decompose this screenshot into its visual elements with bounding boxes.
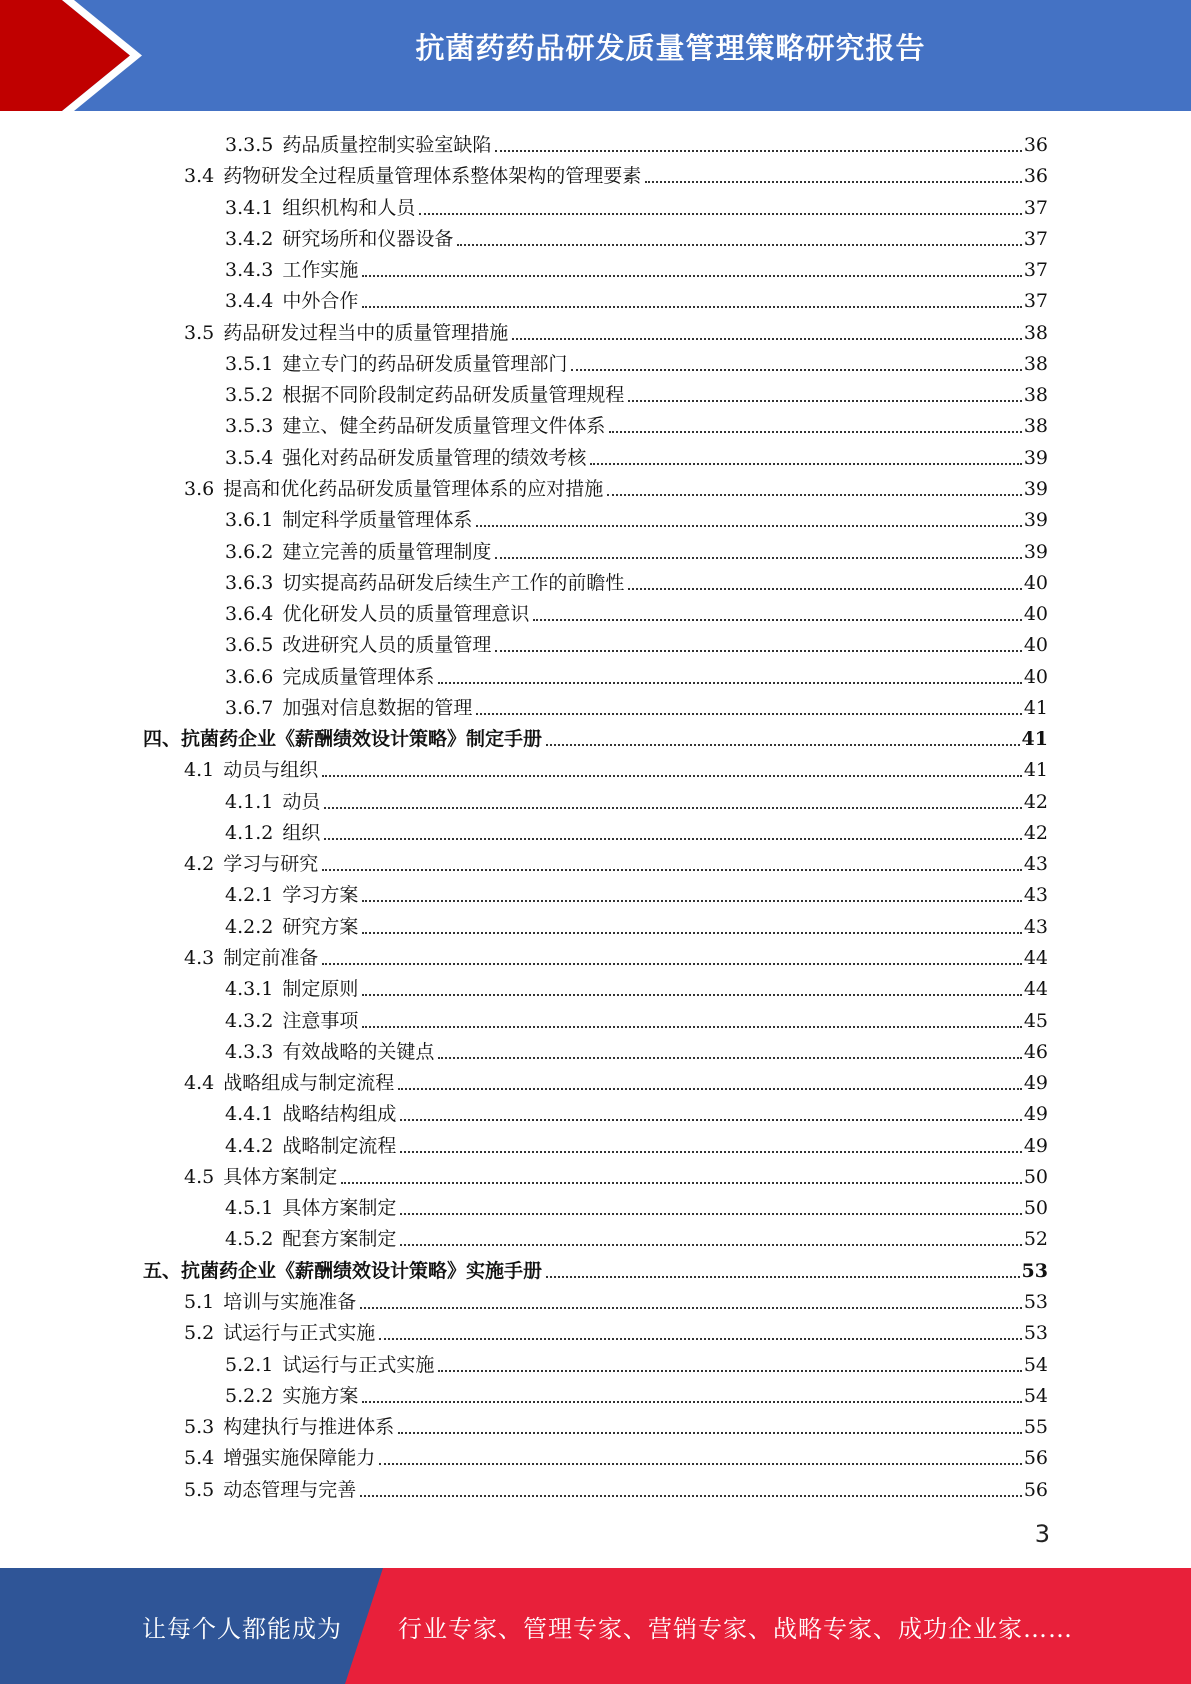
- footer-slogan-left: 让每个人都能成为: [142, 1615, 342, 1643]
- toc-entry-title: 完成质量管理体系: [282, 665, 435, 688]
- toc-entry[interactable]: [225, 659, 1048, 690]
- toc-entry-title: 培训与实施准备: [223, 1290, 357, 1313]
- page-number: 3: [1034, 1520, 1050, 1548]
- toc-dot-leader: [628, 588, 1021, 590]
- toc-entry-number: 4.1.2: [225, 821, 274, 844]
- toc-entry-title: 配套方案制定: [282, 1228, 397, 1251]
- toc-entry-number: 3.5.1: [225, 352, 274, 375]
- toc-entry[interactable]: [184, 1065, 1048, 1096]
- toc-entry-number: 3.5.4: [225, 446, 274, 469]
- toc-entry-title: 药物研发全过程质量管理体系整体架构的管理要素: [223, 165, 642, 188]
- toc-entry-number: 3.4.3: [225, 259, 274, 282]
- toc-entry-number: 5.2.2: [225, 1384, 274, 1407]
- toc-entry-page: 38: [1023, 352, 1048, 375]
- toc-dot-leader: [495, 650, 1021, 652]
- toc-entry[interactable]: [225, 565, 1048, 596]
- toc-dot-leader: [324, 807, 1021, 809]
- toc-entry-page: 37: [1023, 227, 1048, 250]
- toc-entry-page: 37: [1023, 259, 1048, 282]
- toc-entry[interactable]: [184, 471, 1048, 502]
- toc-entry-title: 试运行与正式实施: [223, 1322, 376, 1345]
- toc-entry-number: 3.6.2: [225, 540, 274, 563]
- toc-entry[interactable]: [225, 1221, 1048, 1252]
- toc-entry-page: 50: [1023, 1165, 1048, 1188]
- toc-entry[interactable]: [225, 1096, 1048, 1127]
- toc-entry[interactable]: [225, 815, 1048, 846]
- toc-entry-title: 实施方案: [282, 1384, 359, 1407]
- toc-entry-title: 学习与研究: [223, 853, 319, 876]
- toc-entry-title: 组织机构和人员: [282, 196, 416, 219]
- toc-entry-number: 4.2.2: [225, 915, 274, 938]
- toc-entry[interactable]: [184, 846, 1048, 877]
- toc-entry-page: 55: [1023, 1416, 1048, 1439]
- toc-entry-title: 有效战略的关键点: [282, 1040, 435, 1063]
- toc-dot-leader: [438, 682, 1021, 684]
- toc-entry-title: 药品研发过程当中的质量管理措施: [223, 321, 509, 344]
- toc-entry[interactable]: [225, 252, 1048, 283]
- toc-entry-title: 建立、健全药品研发质量管理文件体系: [282, 415, 606, 438]
- toc-entry-title: 战略结构组成: [282, 1103, 397, 1126]
- page-header: [0, 0, 1191, 111]
- toc-dot-leader: [360, 1307, 1022, 1309]
- toc-entry-title: 制定原则: [282, 978, 359, 1001]
- toc-dot-leader: [438, 1370, 1021, 1372]
- toc-entry-page: 40: [1023, 603, 1048, 626]
- toc-entry[interactable]: [184, 1315, 1048, 1346]
- toc-entry[interactable]: [184, 315, 1048, 346]
- toc-entry-title: 优化研发人员的质量管理意识: [282, 603, 530, 626]
- toc-entry-page: 38: [1023, 384, 1048, 407]
- header-arrow-decoration: [0, 0, 160, 111]
- toc-entry-title: 注意事项: [282, 1009, 359, 1032]
- toc-entry-number: 5.1: [184, 1290, 215, 1313]
- toc-entry-title: 动员与组织: [223, 759, 319, 782]
- toc-dot-leader: [645, 181, 1022, 183]
- toc-entry-title: 战略制定流程: [282, 1134, 397, 1157]
- toc-entry[interactable]: [143, 1253, 1048, 1284]
- toc-entry-title: 具体方案制定: [282, 1197, 397, 1220]
- toc-entry[interactable]: [225, 1190, 1048, 1221]
- toc-entry[interactable]: [184, 158, 1048, 189]
- toc-entry[interactable]: [184, 1409, 1048, 1440]
- toc-entry[interactable]: [225, 1003, 1048, 1034]
- toc-entry-number: 4.5.1: [225, 1197, 274, 1220]
- toc-entry-title: 根据不同阶段制定药品研发质量管理规程: [282, 384, 625, 407]
- toc-entry-page: 44: [1023, 947, 1048, 970]
- toc-entry-number: 5.2: [184, 1322, 215, 1345]
- toc-entry[interactable]: [225, 877, 1048, 908]
- toc-entry-page: 50: [1023, 1197, 1048, 1220]
- toc-entry-title: 工作实施: [282, 259, 359, 282]
- toc-entry-title: 提高和优化药品研发质量管理体系的应对措施: [223, 477, 604, 500]
- toc-entry-page: 53: [1021, 1259, 1048, 1282]
- toc-entry-title: 具体方案制定: [223, 1165, 338, 1188]
- toc-dot-leader: [495, 150, 1021, 152]
- toc-dot-leader: [322, 963, 1022, 965]
- toc-entry[interactable]: [225, 1034, 1048, 1065]
- toc-entry-number: 3.6.4: [225, 603, 274, 626]
- toc-entry-number: 5.4: [184, 1447, 215, 1470]
- toc-entry[interactable]: [184, 752, 1048, 783]
- toc-entry-number: 5.2.1: [225, 1353, 274, 1376]
- toc-entry[interactable]: [225, 971, 1048, 1002]
- toc-entry-page: 49: [1023, 1134, 1048, 1157]
- toc-entry-page: 43: [1023, 884, 1048, 907]
- toc-entry-page: 42: [1023, 790, 1048, 813]
- toc-entry-number: 3.5: [184, 321, 215, 344]
- toc-entry-number: 4.3.1: [225, 978, 274, 1001]
- toc-entry[interactable]: [225, 408, 1048, 439]
- toc-dot-leader: [379, 1463, 1022, 1465]
- toc-entry-page: 39: [1023, 477, 1048, 500]
- toc-entry-title: 增强实施保障能力: [223, 1447, 376, 1470]
- toc-entry-page: 45: [1023, 1009, 1048, 1032]
- toc-entry-number: 3.6: [184, 477, 215, 500]
- toc-entry[interactable]: [225, 190, 1048, 221]
- toc-dot-leader: [419, 213, 1021, 215]
- toc-entry-number: 4.4.2: [225, 1134, 274, 1157]
- page-footer: [0, 1568, 1191, 1684]
- toc-entry-title: 学习方案: [282, 884, 359, 907]
- toc-dot-leader: [362, 1401, 1021, 1403]
- toc-entry-title: 加强对信息数据的管理: [282, 696, 473, 719]
- toc-dot-leader: [495, 557, 1021, 559]
- toc-entry-number: 4.2.1: [225, 884, 274, 907]
- toc-dot-leader: [400, 1244, 1021, 1246]
- toc-entry-title: 药品质量控制实验室缺陷: [282, 134, 492, 156]
- toc-entry[interactable]: [184, 1284, 1048, 1315]
- toc-dot-leader: [546, 744, 1020, 746]
- toc-entry-page: 43: [1023, 853, 1048, 876]
- toc-entry-number: 4.1.1: [225, 790, 274, 813]
- toc-entry-title: 中外合作: [282, 290, 359, 313]
- toc-entry[interactable]: [225, 596, 1048, 627]
- toc-entry[interactable]: [225, 346, 1048, 377]
- toc-entry-page: 54: [1023, 1353, 1048, 1376]
- toc-entry-page: 44: [1023, 978, 1048, 1001]
- toc-entry[interactable]: [225, 534, 1048, 565]
- toc-entry[interactable]: [225, 440, 1048, 471]
- toc-entry-number: 3.6.5: [225, 634, 274, 657]
- toc-dot-leader: [457, 244, 1021, 246]
- toc-dot-leader: [400, 1151, 1021, 1153]
- toc-entry-page: 37: [1023, 196, 1048, 219]
- toc-entry-title: 构建执行与推进体系: [223, 1416, 395, 1439]
- toc-dot-leader: [400, 1213, 1021, 1215]
- toc-entry-page: 39: [1023, 446, 1048, 469]
- toc-entry-page: 36: [1023, 134, 1048, 156]
- toc-entry-title: 切实提高药品研发后续生产工作的前瞻性: [282, 571, 625, 594]
- toc-dot-leader: [341, 1182, 1022, 1184]
- toc-entry-number: 4.3: [184, 947, 215, 970]
- toc-dot-leader: [398, 1432, 1022, 1434]
- toc-dot-leader: [322, 775, 1022, 777]
- toc-entry[interactable]: [184, 1159, 1048, 1190]
- toc-entry-page: 40: [1023, 634, 1048, 657]
- toc-entry-title: 制定科学质量管理体系: [282, 509, 473, 532]
- toc-entry-number: 4.4: [184, 1072, 215, 1095]
- toc-entry[interactable]: [225, 221, 1048, 252]
- toc-dot-leader: [512, 338, 1022, 340]
- toc-entry-number: 4.3.3: [225, 1040, 274, 1063]
- toc-dot-leader: [607, 494, 1022, 496]
- toc-entry-number: 3.6.7: [225, 696, 274, 719]
- toc-entry-number: 3.4.1: [225, 196, 274, 219]
- toc-dot-leader: [379, 1338, 1022, 1340]
- toc-dot-leader: [590, 463, 1021, 465]
- toc-entry-page: 36: [1023, 165, 1048, 188]
- toc-entry-page: 38: [1023, 321, 1048, 344]
- toc-entry-title: 研究场所和仪器设备: [282, 227, 454, 250]
- toc-entry-page: 49: [1023, 1072, 1048, 1095]
- toc-entry-page: 53: [1023, 1322, 1048, 1345]
- toc-entry-page: 53: [1023, 1290, 1048, 1313]
- toc-entry[interactable]: [225, 784, 1048, 815]
- toc-entry[interactable]: [225, 1347, 1048, 1378]
- toc-entry-number: 5.5: [184, 1478, 215, 1501]
- toc-entry-page: 37: [1023, 290, 1048, 313]
- document-title: 抗菌药药品研发质量管理策略研究报告: [415, 31, 926, 65]
- toc-dot-leader: [476, 525, 1021, 527]
- toc-entry-number: 4.4.1: [225, 1103, 274, 1126]
- toc-entry-number: 3.6.6: [225, 665, 274, 688]
- toc-entry-number: 5.3: [184, 1416, 215, 1439]
- toc-entry-page: 56: [1023, 1447, 1048, 1470]
- toc-entry[interactable]: [225, 909, 1048, 940]
- toc-dot-leader: [362, 994, 1021, 996]
- toc-entry[interactable]: [225, 1128, 1048, 1159]
- toc-entry-page: 39: [1023, 509, 1048, 532]
- toc-entry-number: 3.5.2: [225, 384, 274, 407]
- toc-entry[interactable]: [184, 940, 1048, 971]
- toc-entry-page: 41: [1021, 728, 1048, 751]
- toc-dot-leader: [398, 1088, 1022, 1090]
- toc-entry-number: 3.5.3: [225, 415, 274, 438]
- toc-entry-title: 动员: [282, 790, 321, 813]
- toc-entry[interactable]: [184, 1440, 1048, 1471]
- toc-dot-leader: [609, 431, 1021, 433]
- toc-entry-number: 4.3.2: [225, 1009, 274, 1032]
- toc-entry-number: 3.6.3: [225, 571, 274, 594]
- toc-entry-title: 四、抗菌药企业《薪酬绩效设计策略》制定手册: [143, 728, 543, 751]
- toc-entry-page: 54: [1023, 1384, 1048, 1407]
- toc-entry-page: 40: [1023, 665, 1048, 688]
- toc-dot-leader: [628, 400, 1021, 402]
- toc-entry[interactable]: [225, 283, 1048, 314]
- toc-dot-leader: [362, 306, 1021, 308]
- toc-entry-title: 建立完善的质量管理制度: [282, 540, 492, 563]
- toc-dot-leader: [362, 932, 1021, 934]
- toc-entry-title: 试运行与正式实施: [282, 1353, 435, 1376]
- toc-dot-leader: [400, 1119, 1021, 1121]
- toc-dot-leader: [362, 900, 1021, 902]
- toc-entry-page: 38: [1023, 415, 1048, 438]
- toc-dot-leader: [324, 838, 1021, 840]
- toc-dot-leader: [322, 869, 1022, 871]
- toc-entry-page: 39: [1023, 540, 1048, 563]
- toc-dot-leader: [546, 1276, 1020, 1278]
- toc-entry[interactable]: [225, 1378, 1048, 1409]
- toc-entry[interactable]: [225, 502, 1048, 533]
- toc-entry-number: 4.2: [184, 853, 215, 876]
- toc-entry-number: 4.5.2: [225, 1228, 274, 1251]
- toc-entry-number: 3.4.2: [225, 227, 274, 250]
- toc-dot-leader: [438, 1057, 1021, 1059]
- toc-entry[interactable]: [143, 721, 1048, 752]
- toc-entry[interactable]: [225, 127, 1048, 158]
- toc-dot-leader: [533, 619, 1021, 621]
- toc-dot-leader: [476, 713, 1021, 715]
- toc-entry-page: 52: [1023, 1228, 1048, 1251]
- toc-entry-page: 49: [1023, 1103, 1048, 1126]
- toc-entry-page: 46: [1023, 1040, 1048, 1063]
- toc-entry[interactable]: [225, 627, 1048, 658]
- toc-dot-leader: [360, 1495, 1022, 1497]
- toc-entry-page: 41: [1023, 759, 1048, 782]
- toc-entry-title: 建立专门的药品研发质量管理部门: [282, 352, 568, 375]
- toc-entry-number: 4.1: [184, 759, 215, 782]
- toc-entry-number: 3.6.1: [225, 509, 274, 532]
- toc-entry-page: 40: [1023, 571, 1048, 594]
- footer-slogan-right: 行业专家、管理专家、营销专家、战略专家、成功企业家……: [398, 1615, 1073, 1643]
- toc-entry-title: 组织: [282, 821, 321, 844]
- toc-entry-page: 56: [1023, 1478, 1048, 1501]
- toc-entry[interactable]: [225, 377, 1048, 408]
- toc-entry-title: 制定前准备: [223, 947, 319, 970]
- toc-entry-title: 战略组成与制定流程: [223, 1072, 395, 1095]
- toc-entry[interactable]: [184, 1472, 1048, 1503]
- toc-entry-number: 4.5: [184, 1165, 215, 1188]
- toc-entry-title: 动态管理与完善: [223, 1478, 357, 1501]
- toc-entry-title: 强化对药品研发质量管理的绩效考核: [282, 446, 587, 469]
- toc-entry-title: 改进研究人员的质量管理: [282, 634, 492, 657]
- toc-entry-number: 3.3.5: [225, 134, 274, 156]
- toc-entry-page: 41: [1023, 696, 1048, 719]
- toc-entry[interactable]: [225, 690, 1048, 721]
- toc-dot-leader: [362, 275, 1021, 277]
- toc-entry-number: 3.4.4: [225, 290, 274, 313]
- toc-dot-leader: [362, 1026, 1021, 1028]
- toc-dot-leader: [571, 369, 1021, 371]
- toc-entry-page: 43: [1023, 915, 1048, 938]
- toc-entry-title: 研究方案: [282, 915, 359, 938]
- toc-entry-page: 42: [1023, 821, 1048, 844]
- toc-entry-number: 3.4: [184, 165, 215, 188]
- toc-entry-title: 五、抗菌药企业《薪酬绩效设计策略》实施手册: [143, 1259, 543, 1282]
